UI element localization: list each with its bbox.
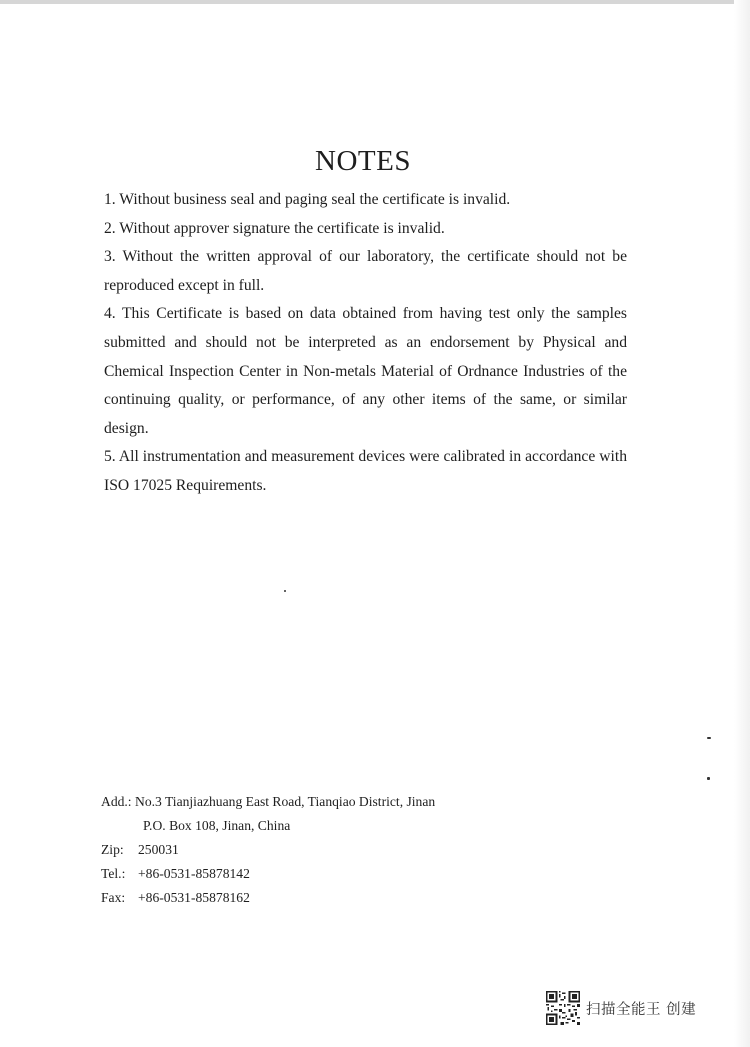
- note-item-2: 2. Without approver signature the certificate is invalid.: [104, 219, 445, 237]
- zip-value: 250031: [138, 842, 179, 857]
- address-line-2: P.O. Box 108, Jinan, China: [143, 818, 291, 833]
- fax-label: Fax:: [101, 890, 126, 905]
- scanner-watermark: [546, 991, 696, 1025]
- contact-block: [101, 790, 435, 910]
- note-item-3: 3. Without the written approval of our laboratory, the certificate should not be reproduced except in full.: [104, 248, 627, 294]
- zip-label: Zip:: [101, 842, 124, 857]
- note-item-1: 1. Without business seal and paging seal the certificate is invalid.: [104, 191, 511, 208]
- zip-row: [101, 838, 435, 862]
- fax-value: +86-0531-85878162: [138, 890, 250, 905]
- page-top-edge: [0, 0, 750, 4]
- note-item-5: 5. All instrumentation and measurement devices were calibrated in accordance with ISO 17025 Requirements.: [104, 448, 627, 494]
- watermark-text: 扫描全能王 创建: [586, 1001, 697, 1018]
- fax-row: [101, 886, 435, 910]
- notes-list: [104, 186, 627, 501]
- page-right-edge: [734, 0, 750, 1047]
- address-line-1: No.3 Tianjiazhuang East Road, Tianqiao District, Jinan: [135, 794, 436, 809]
- tel-label: Tel.:: [101, 866, 126, 881]
- page-title: NOTES: [315, 145, 411, 177]
- note-item-4: 4. This Certificate is based on data obtained from having test only the samples submitted and should not be interpreted as an endorsement by Physical and Chemical Inspection Center in Non-metals Material of Ordnance Industries of the continuing quality, or performance, of any other items of the same, or similar design.: [104, 305, 627, 437]
- qr-code-icon: [546, 991, 580, 1025]
- scan-speck: [284, 590, 286, 592]
- scan-speck: [707, 737, 711, 739]
- address-row: [101, 790, 435, 814]
- address-label: Add.:: [101, 794, 132, 809]
- tel-value: +86-0531-85878142: [138, 866, 250, 881]
- scan-speck: [707, 777, 710, 780]
- tel-row: [101, 862, 435, 886]
- address-row-2: [101, 814, 435, 838]
